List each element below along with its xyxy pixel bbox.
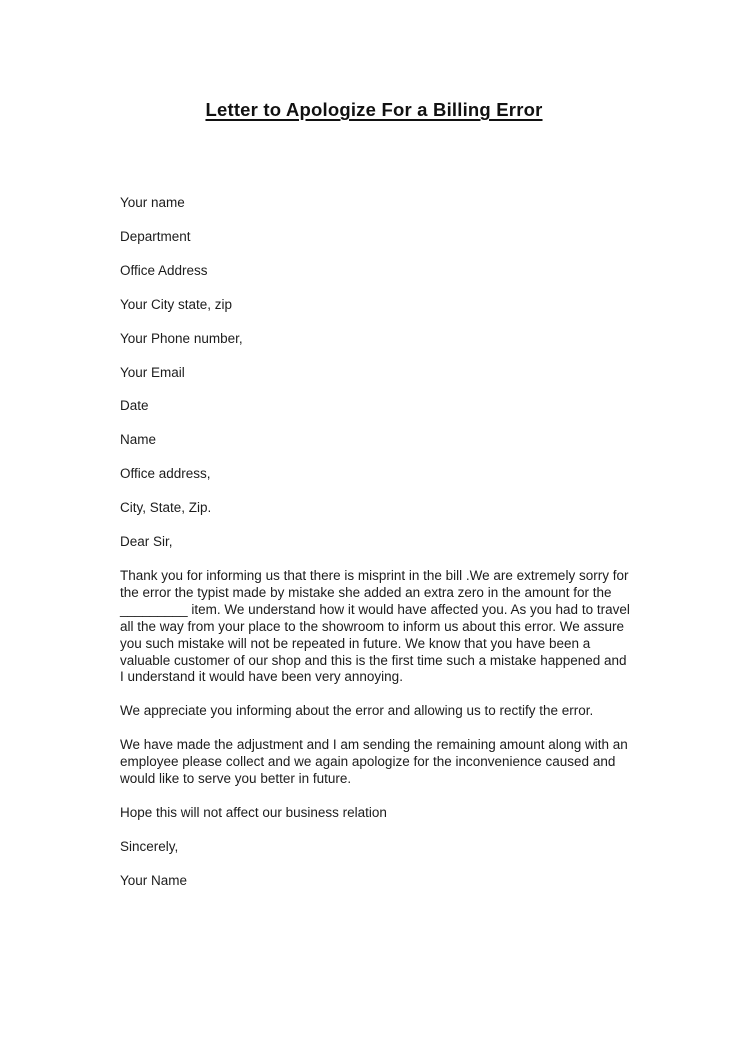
sender-department-line: Department <box>120 228 191 244</box>
salutation-line: Dear Sir, <box>120 534 173 550</box>
letter-content <box>120 195 634 890</box>
recipient-office-address-line: Office address, <box>120 466 211 482</box>
date-line: Date <box>120 398 149 414</box>
closing-line: Hope this will not affect our business relation <box>120 804 387 820</box>
body-paragraph-2: We appreciate you informing about the error and allowing us to rectify the error. <box>120 703 594 719</box>
recipient-city-state-zip-line: City, State, Zip. <box>120 500 212 516</box>
body-paragraph-3: We have made the adjustment and I am sending the remaining amount along with an employee please collect and we again apologize for the inconvenience caused and would like to serve you better in future. <box>120 737 628 787</box>
signoff-line: Sincerely, <box>120 838 179 854</box>
recipient-name-line: Name <box>120 432 157 448</box>
letter-title: Letter to Apologize For a Billing Error <box>205 99 543 120</box>
sender-phone-line: Your Phone number, <box>120 330 243 346</box>
sender-city-state-zip-line: Your City state, zip <box>120 296 233 312</box>
sender-email-line: Your Email <box>120 364 185 380</box>
sender-name-line: Your name <box>120 195 185 210</box>
sender-office-address-line: Office Address <box>120 262 208 278</box>
body-paragraph-1: Thank you for informing us that there is misprint in the bill .We are extremely sorry for the error the typist made by mistake she added an extra zero in the amount for the _________ item. We understand how it would have affected you. As you had to travel all the way from your place to the showroom to inform us about this error. We assure you such mistake will not be repeated in future. We know that you have been a valuable customer of our shop and this is the first time such a mistake happened and I understand it would have been very annoying. <box>120 567 630 685</box>
signature-line: Your Name <box>120 872 188 888</box>
